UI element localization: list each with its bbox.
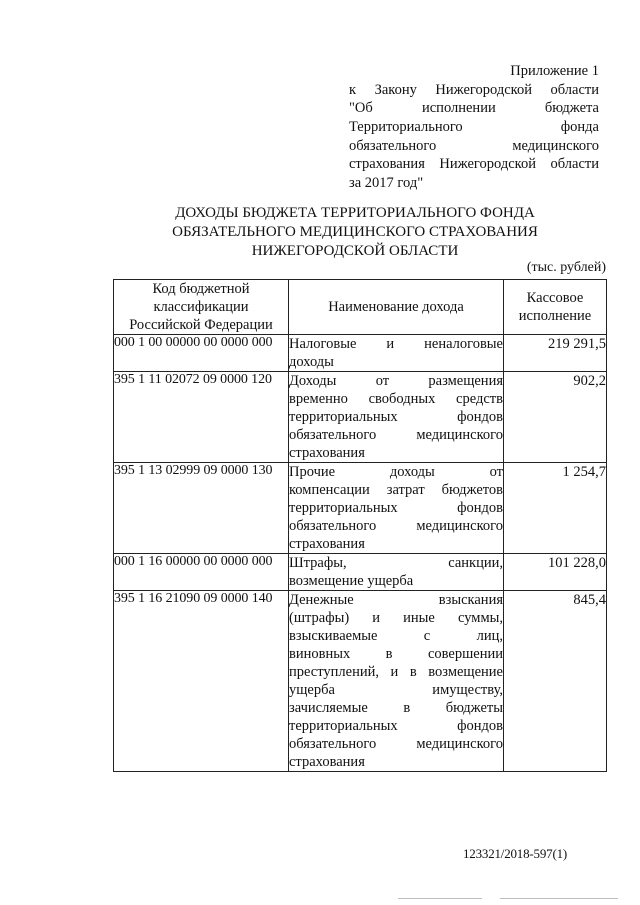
row-name — [289, 591, 504, 772]
document-title — [100, 204, 610, 260]
table-row — [114, 591, 607, 772]
row-amount: 219 291,5 — [504, 335, 607, 372]
row-code: 395 1 16 21090 09 0000 140 — [114, 591, 289, 772]
row-code: 000 1 16 00000 00 0000 000 — [114, 554, 289, 591]
row-name-line: Штрафы, санкции, — [289, 555, 503, 571]
row-code: 000 1 00 00000 00 0000 000 — [114, 335, 289, 372]
appendix-line: обязательного медицинского — [349, 137, 599, 154]
document-number: 123321/2018-597(1) — [463, 846, 567, 861]
row-name — [289, 554, 504, 591]
scan-edge-line — [398, 898, 482, 899]
header-amount-line: исполнение — [518, 308, 592, 324]
header-name: Наименование дохода — [289, 280, 504, 335]
scan-edge-line — [500, 898, 618, 899]
row-name — [289, 463, 504, 554]
row-name-line: Денежные взыскания — [289, 592, 503, 608]
row-name-line: обязательного медицинского — [289, 518, 503, 534]
row-name-line: страхования — [289, 754, 365, 770]
row-amount: 845,4 — [504, 591, 607, 772]
header-amount-line: Кассовое — [526, 290, 584, 306]
row-name-line: взыскиваемые с лиц, — [289, 628, 503, 644]
row-name-line: ущерба имуществу, — [289, 682, 503, 698]
row-amount: 902,2 — [504, 372, 607, 463]
row-name-line: обязательного медицинского — [289, 736, 503, 752]
row-code: 395 1 11 02072 09 0000 120 — [114, 372, 289, 463]
row-name-line: зачисляемые в бюджеты — [289, 700, 503, 716]
appendix-line: за 2017 год" — [349, 175, 424, 192]
appendix-line: "Об исполнении бюджета — [349, 100, 599, 117]
row-amount: 1 254,7 — [504, 463, 607, 554]
appendix-line: к Закону Нижегородской области — [349, 81, 599, 98]
title-line: НИЖЕГОРОДСКОЙ ОБЛАСТИ — [251, 242, 459, 259]
appendix-line: Приложение 1 — [510, 63, 599, 79]
row-name-line: (штрафы) и иные суммы, — [289, 610, 503, 626]
header-code — [114, 280, 289, 335]
table-row — [114, 335, 607, 372]
row-name-line: преступлений, и в возмещение — [289, 664, 503, 680]
revenue-table — [113, 279, 607, 772]
title-line: ОБЯЗАТЕЛЬНОГО МЕДИЦИНСКОГО СТРАХОВАНИЯ — [172, 223, 538, 240]
row-name-line: территориальных фондов — [289, 500, 503, 516]
row-name-line: Доходы от размещения — [289, 373, 503, 389]
header-code-line: Российской Федерации — [129, 317, 273, 333]
table-header-row — [114, 280, 607, 335]
row-name-line: возмещение ущерба — [289, 573, 414, 589]
row-name-line: Налоговые и неналоговые — [289, 336, 503, 352]
row-name — [289, 372, 504, 463]
row-name-line: обязательного медицинского — [289, 427, 503, 443]
header-code-line: Код бюджетной — [152, 281, 250, 297]
row-name-line: компенсации затрат бюджетов — [289, 482, 503, 498]
units-label: (тыс. рублей) — [526, 260, 606, 275]
appendix-line: страхования Нижегородской области — [349, 156, 599, 173]
row-amount: 101 228,0 — [504, 554, 607, 591]
row-name-line: территориальных фондов — [289, 409, 503, 425]
row-name-line: территориальных фондов — [289, 718, 503, 734]
row-name-line: виновных в совершении — [289, 646, 503, 662]
appendix-line: Территориального фонда — [349, 119, 599, 136]
table-row — [114, 554, 607, 591]
row-name-line: Прочие доходы от — [289, 464, 503, 480]
row-name-line: доходы — [289, 354, 334, 370]
table-row — [114, 372, 607, 463]
appendix-note — [349, 62, 599, 193]
header-amount — [504, 280, 607, 335]
row-name-line: страхования — [289, 445, 365, 461]
row-name-line: временно свободных средств — [289, 391, 503, 407]
row-code: 395 1 13 02999 09 0000 130 — [114, 463, 289, 554]
table-row — [114, 463, 607, 554]
header-code-line: классификации — [153, 299, 249, 315]
row-name — [289, 335, 504, 372]
title-line: ДОХОДЫ БЮДЖЕТА ТЕРРИТОРИАЛЬНОГО ФОНДА — [175, 205, 535, 221]
row-name-line: страхования — [289, 536, 365, 552]
